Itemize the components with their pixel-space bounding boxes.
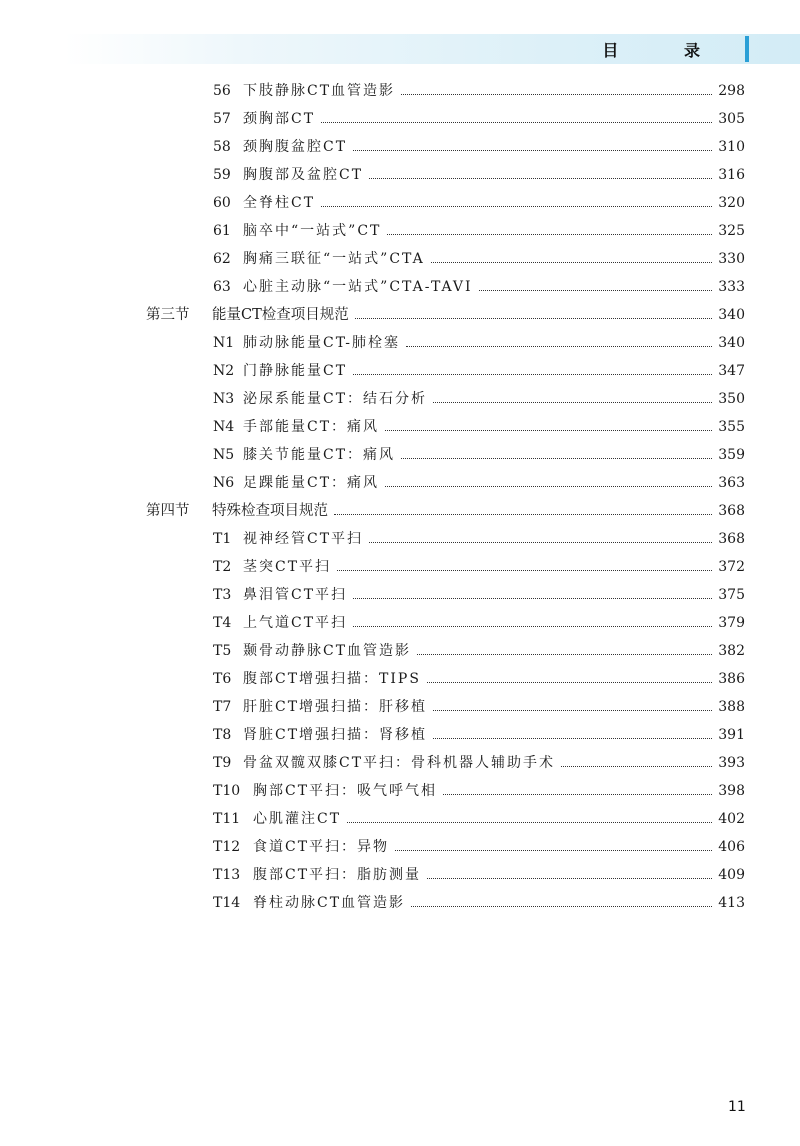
entry-number: N6 — [213, 475, 235, 491]
page-header-title: 目 录 — [602, 41, 730, 60]
dot-leader — [321, 121, 712, 123]
toc-entry[interactable] — [213, 613, 745, 633]
toc-entry[interactable] — [213, 277, 745, 297]
page-number: 11 — [728, 1099, 746, 1115]
entry-title: 胸部CT平扫：吸气呼气相 — [253, 783, 438, 799]
entry-title: 肾脏CT增强扫描：肾移植 — [243, 727, 428, 743]
entry-page: 406 — [718, 839, 745, 855]
entry-page: 393 — [718, 755, 745, 771]
toc-entry[interactable] — [213, 137, 745, 157]
section-number: 第三节 — [146, 307, 190, 323]
entry-title: 胸痛三联征“一站式”CTA — [243, 251, 425, 267]
toc-entry[interactable] — [213, 389, 745, 409]
dot-leader — [369, 177, 712, 179]
dot-leader — [433, 737, 712, 739]
dot-leader — [443, 793, 712, 795]
entry-page: 388 — [718, 699, 745, 715]
entry-number: N4 — [213, 419, 235, 435]
toc-entry[interactable] — [213, 473, 745, 493]
dot-leader — [347, 821, 712, 823]
entry-page: 379 — [718, 615, 745, 631]
toc-entry[interactable] — [213, 641, 745, 661]
dot-leader — [337, 569, 712, 571]
entry-number: T11 — [213, 811, 241, 827]
entry-title: 心肌灌注CT — [253, 811, 342, 827]
entry-title: 骨盆双髋双膝CT平扫：骨科机器人辅助手术 — [243, 755, 556, 771]
section-number: 第四节 — [146, 503, 190, 519]
entry-page: 347 — [718, 363, 745, 379]
dot-leader — [353, 373, 712, 375]
entry-title: 肝脏CT增强扫描：肝移植 — [243, 699, 428, 715]
entry-number: 59 — [213, 167, 231, 183]
entry-number: T14 — [213, 895, 241, 911]
entry-number: T9 — [213, 755, 232, 771]
dot-leader — [417, 653, 712, 655]
entry-page: 298 — [718, 83, 745, 99]
dot-leader — [334, 513, 712, 515]
entry-number: T4 — [213, 615, 232, 631]
entry-page: 386 — [718, 671, 745, 687]
entry-page: 368 — [718, 531, 745, 547]
entry-number: T1 — [213, 531, 232, 547]
entry-page: 375 — [718, 587, 745, 603]
dot-leader — [411, 905, 712, 907]
section-page: 340 — [718, 307, 745, 323]
entry-page: 305 — [718, 111, 745, 127]
entry-title: 胸腹部及盆腔CT — [243, 167, 364, 183]
entry-title: 颞骨动静脉CT血管造影 — [243, 643, 412, 659]
entry-title: 门静脉能量CT — [243, 363, 348, 379]
entry-page: 340 — [718, 335, 745, 351]
entry-page: 350 — [718, 391, 745, 407]
dot-leader — [355, 317, 713, 319]
dot-leader — [385, 429, 712, 431]
entry-title: 视神经管CT平扫 — [243, 531, 364, 547]
entry-page: 382 — [718, 643, 745, 659]
entry-title: 脑卒中“一站式”CT — [243, 223, 382, 239]
entry-number: 57 — [213, 111, 231, 127]
dot-leader — [401, 93, 712, 95]
entry-title: 膝关节能量CT：痛风 — [243, 447, 396, 463]
entry-number: T6 — [213, 671, 232, 687]
entry-page: 398 — [718, 783, 745, 799]
entry-number: T3 — [213, 587, 232, 603]
entry-page: 372 — [718, 559, 745, 575]
entry-number: N1 — [213, 335, 235, 351]
entry-page: 391 — [718, 727, 745, 743]
toc-entry[interactable] — [213, 837, 745, 857]
entry-title: 腹部CT平扫：脂肪测量 — [253, 867, 422, 883]
section-page: 368 — [718, 503, 745, 519]
toc-entry[interactable] — [213, 109, 745, 129]
entry-number: T8 — [213, 727, 232, 743]
entry-page: 359 — [718, 447, 745, 463]
dot-leader — [431, 261, 713, 263]
dot-leader — [395, 849, 712, 851]
entry-title: 腹部CT增强扫描：TIPS — [243, 671, 421, 687]
entry-page: 413 — [718, 895, 745, 911]
entry-number: N3 — [213, 391, 235, 407]
entry-number: N5 — [213, 447, 235, 463]
toc-entry[interactable] — [213, 753, 745, 773]
entry-title: 上气道CT平扫 — [243, 615, 348, 631]
toc-entry[interactable] — [213, 333, 745, 353]
dot-leader — [321, 205, 712, 207]
dot-leader — [427, 877, 712, 879]
toc-entry[interactable] — [213, 361, 745, 381]
entry-number: T13 — [213, 867, 241, 883]
toc-entry[interactable] — [213, 165, 745, 185]
entry-number: T2 — [213, 559, 232, 575]
entry-page: 402 — [718, 811, 745, 827]
toc-entry[interactable] — [213, 557, 745, 577]
entry-title: 下肢静脉CT血管造影 — [243, 83, 396, 99]
section-title: 能量CT检查项目规范 — [212, 307, 349, 323]
entry-page: 333 — [718, 279, 745, 295]
entry-number: 63 — [213, 279, 231, 295]
toc-entry[interactable] — [213, 781, 745, 801]
toc-entry[interactable] — [213, 221, 745, 241]
entry-page: 363 — [718, 475, 745, 491]
toc-entry[interactable] — [213, 193, 745, 213]
entry-title: 泌尿系能量CT：结石分析 — [243, 391, 428, 407]
entry-title: 茎突CT平扫 — [243, 559, 332, 575]
entry-number: T5 — [213, 643, 232, 659]
entry-title: 心脏主动脉“一站式”CTA-TAVI — [243, 279, 473, 295]
entry-number: T10 — [213, 783, 241, 799]
entry-title: 全脊柱CT — [243, 195, 316, 211]
dot-leader — [433, 401, 712, 403]
entry-number: 58 — [213, 139, 231, 155]
dot-leader — [406, 345, 712, 347]
entry-number: 56 — [213, 83, 231, 99]
toc-entry[interactable] — [213, 529, 745, 549]
entry-page: 355 — [718, 419, 745, 435]
dot-leader — [385, 485, 712, 487]
entry-title: 肺动脉能量CT-肺栓塞 — [243, 335, 400, 351]
toc-entry[interactable] — [213, 697, 745, 717]
toc-section[interactable] — [146, 305, 745, 325]
entry-title: 食道CT平扫：异物 — [253, 839, 390, 855]
dot-leader — [353, 625, 712, 627]
dot-leader — [561, 765, 712, 767]
toc-entry[interactable] — [213, 81, 745, 101]
toc-entry[interactable] — [213, 809, 745, 829]
toc-entry[interactable] — [213, 585, 745, 605]
toc-entry[interactable] — [213, 893, 745, 913]
toc-entry[interactable] — [213, 865, 745, 885]
toc-entry[interactable] — [213, 249, 745, 269]
toc-entry[interactable] — [213, 445, 745, 465]
dot-leader — [433, 709, 712, 711]
entry-title: 颈胸部CT — [243, 111, 316, 127]
entry-title: 颈胸腹盆腔CT — [243, 139, 348, 155]
dot-leader — [387, 233, 712, 235]
dot-leader — [479, 289, 713, 291]
entry-number: 62 — [213, 251, 231, 267]
entry-number: T12 — [213, 839, 241, 855]
entry-number: 60 — [213, 195, 231, 211]
dot-leader — [427, 681, 712, 683]
dot-leader — [353, 597, 712, 599]
entry-title: 手部能量CT：痛风 — [243, 419, 380, 435]
entry-number: 61 — [213, 223, 231, 239]
entry-number: T7 — [213, 699, 232, 715]
dot-leader — [353, 149, 712, 151]
toc-entry[interactable] — [213, 417, 745, 437]
entry-page: 409 — [718, 867, 745, 883]
entry-title: 足踝能量CT：痛风 — [243, 475, 380, 491]
toc-entry[interactable] — [213, 725, 745, 745]
section-title: 特殊检查项目规范 — [212, 503, 328, 519]
dot-leader — [401, 457, 712, 459]
dot-leader — [369, 541, 712, 543]
entry-page: 330 — [718, 251, 745, 267]
entry-page: 325 — [718, 223, 745, 239]
entry-page: 310 — [718, 139, 745, 155]
entry-title: 鼻泪管CT平扫 — [243, 587, 348, 603]
entry-number: N2 — [213, 363, 235, 379]
entry-title: 脊柱动脉CT血管造影 — [253, 895, 406, 911]
toc-entry[interactable] — [213, 669, 745, 689]
entry-page: 320 — [718, 195, 745, 211]
entry-page: 316 — [718, 167, 745, 183]
toc-section[interactable] — [146, 501, 745, 521]
